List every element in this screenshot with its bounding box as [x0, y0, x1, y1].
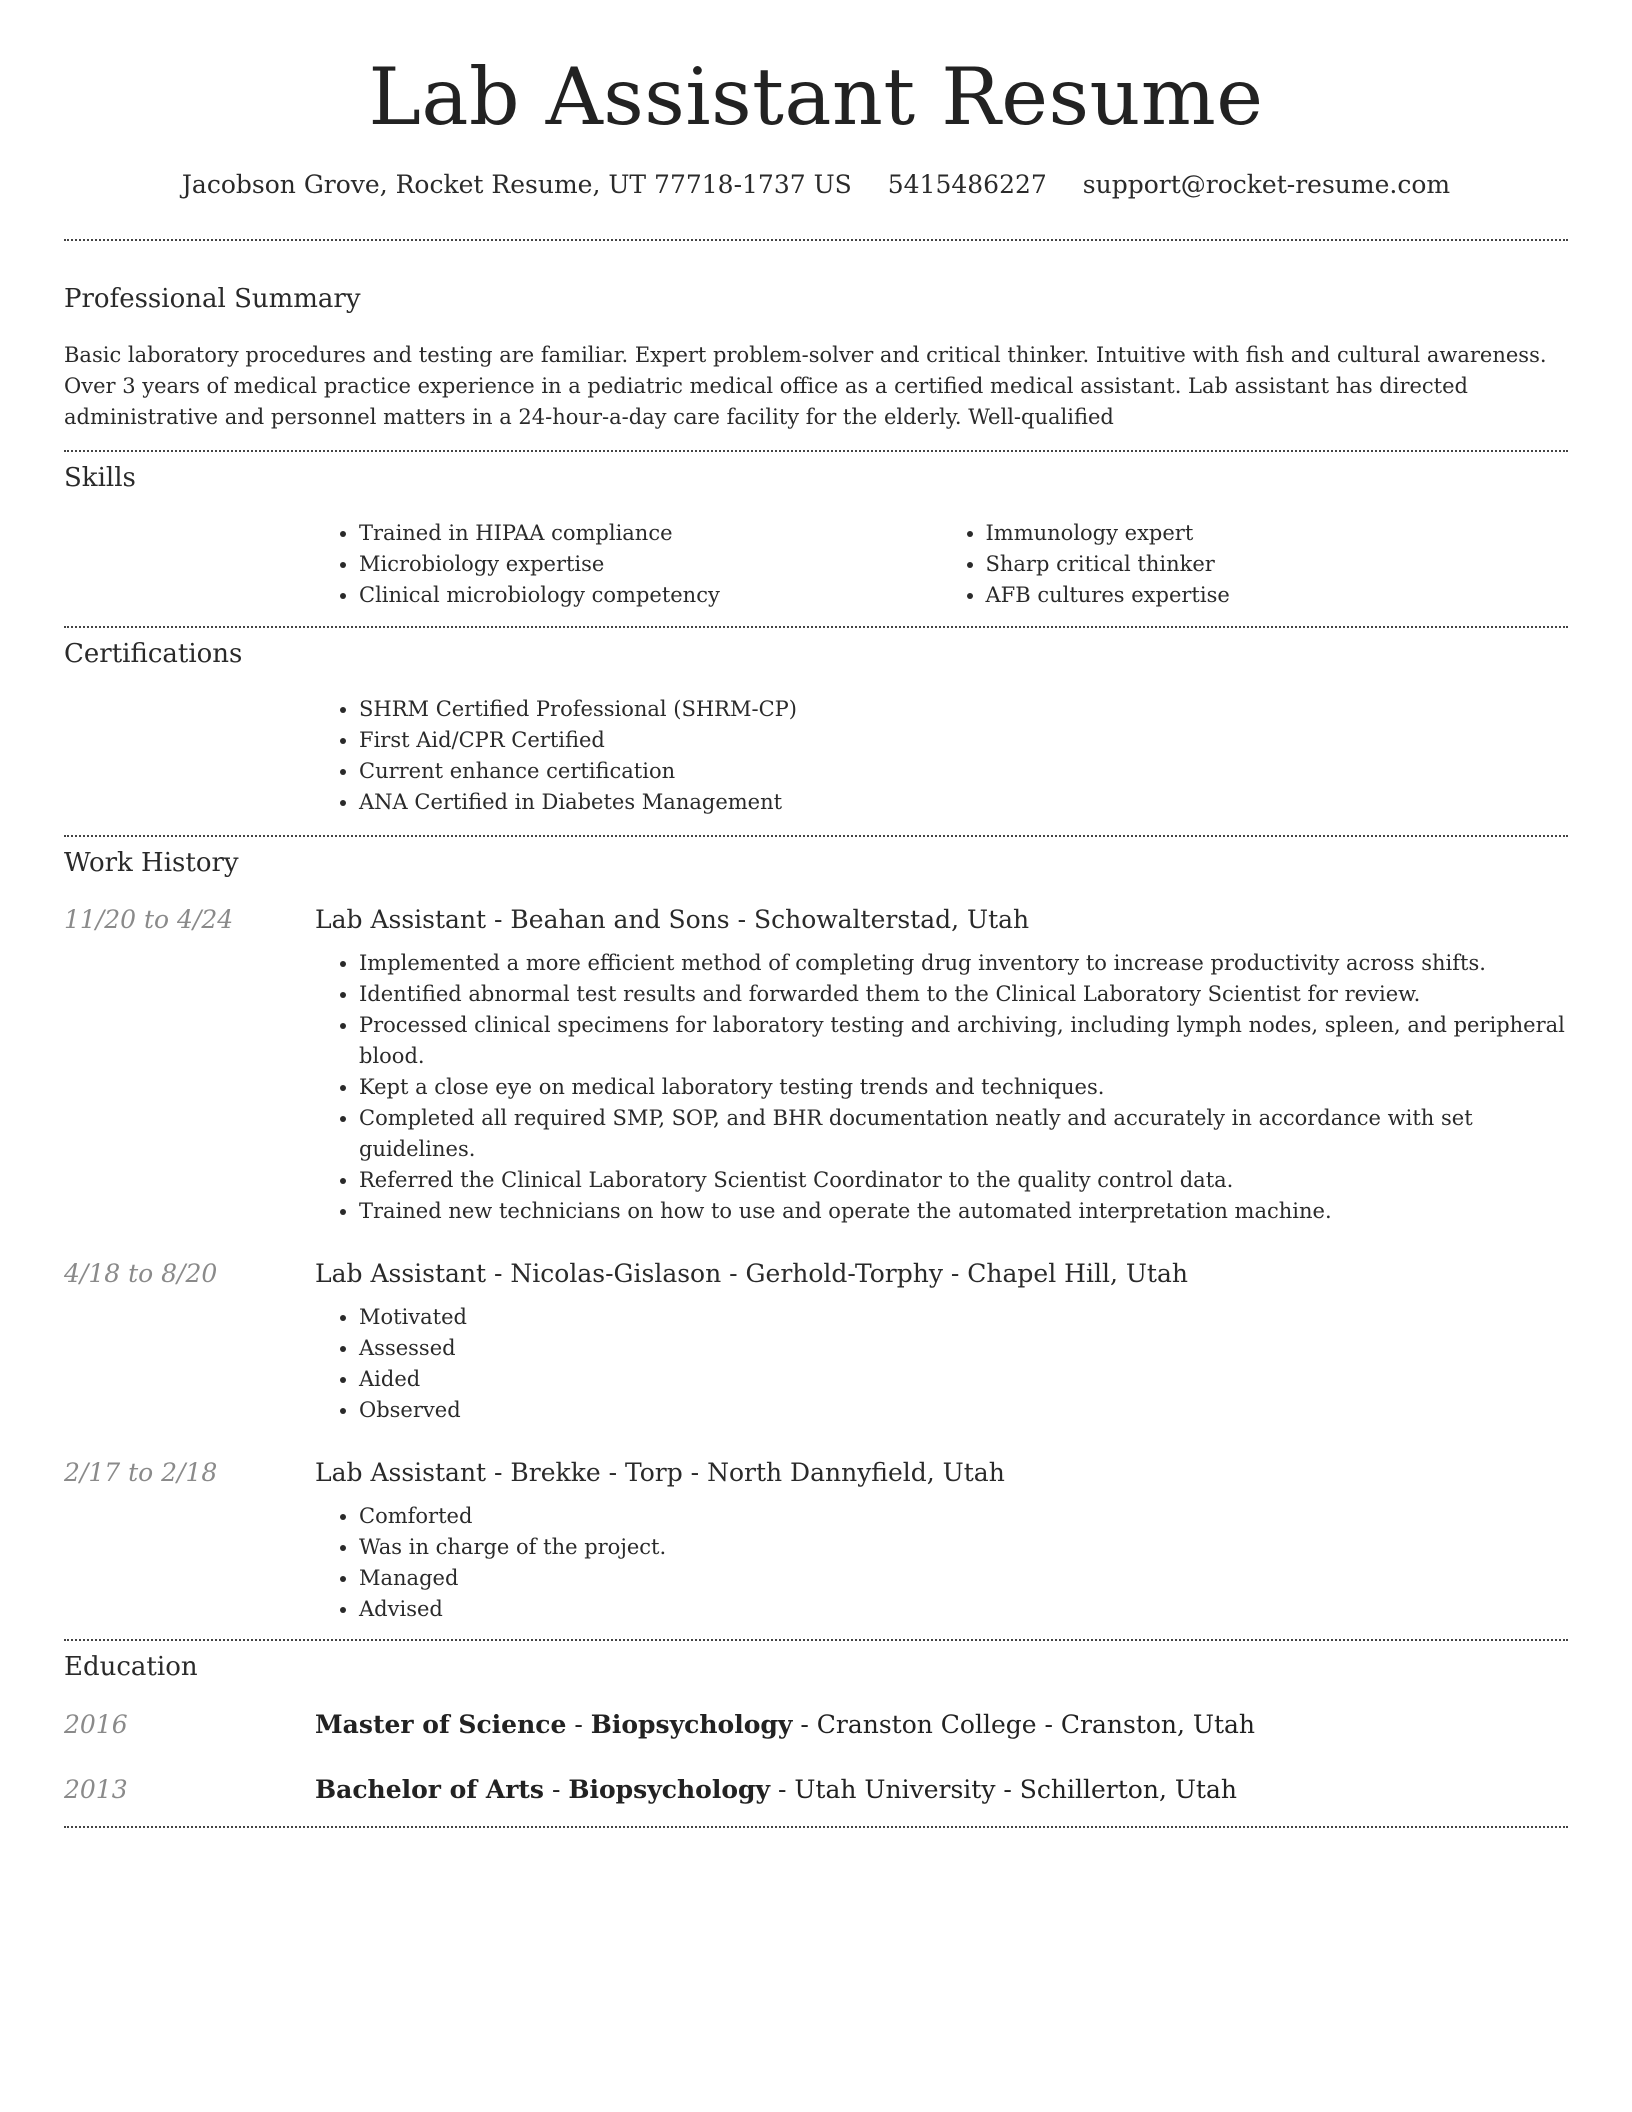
certification-item: • SHRM Certified Professional (SHRM-CP) — [359, 694, 1568, 725]
education-location: Cranston, Utah — [1060, 1710, 1256, 1740]
education-title — [315, 1775, 1237, 1804]
certification-item: • Current enhance certification — [359, 756, 1568, 787]
job-duties — [315, 948, 1568, 1227]
skill-item: • AFB cultures expertise — [986, 580, 1569, 611]
duty-item: • Managed — [359, 1563, 1568, 1594]
duty-item: • Referred the Clinical Laboratory Scientist Coordinator to the quality control data. — [359, 1165, 1568, 1196]
contact-phone: 5415486227 — [887, 169, 1047, 199]
separator: - — [770, 1775, 795, 1805]
certifications-section — [64, 638, 1568, 818]
divider — [64, 626, 1568, 628]
certifications-list — [315, 694, 1568, 818]
separator: - — [995, 1775, 1020, 1805]
skills-columns — [315, 518, 1568, 611]
duty-item: • Identified abnormal test results and forwarded them to the Clinical Laboratory Scientist for review. — [359, 979, 1568, 1010]
separator: - — [792, 1710, 817, 1740]
skill-item: • Microbiology expertise — [359, 549, 942, 580]
duty-item: • Completed all required SMP, SOP, and BHR documentation neatly and accurately in accordance with set guidelines. — [359, 1103, 1568, 1165]
duty-item: • Comforted — [359, 1501, 1568, 1532]
page-title: Lab Assistant Resume — [368, 51, 1264, 143]
skill-item: • Clinical microbiology competency — [359, 580, 942, 611]
contact-line — [64, 169, 1568, 202]
education-title — [315, 1710, 1255, 1739]
duty-item: • Advised — [359, 1594, 1568, 1625]
education-degree: Master of Science — [315, 1710, 567, 1740]
education-location: Schillerton, Utah — [1019, 1775, 1237, 1805]
duty-item: • Aided — [359, 1364, 1568, 1395]
summary-section — [64, 283, 1568, 433]
education-year: 2013 — [64, 1775, 128, 1805]
job-entry — [64, 905, 1568, 1227]
skill-item: • Immunology expert — [986, 518, 1569, 549]
job-dates: 11/20 to 4/24 — [64, 904, 234, 934]
skills-list-left — [315, 518, 942, 611]
job-title: Lab Assistant - Brekke - Torp - North Dannyfield, Utah — [315, 1457, 1005, 1487]
certifications-heading: Certifications — [64, 638, 243, 669]
education-heading: Education — [64, 1651, 198, 1682]
duty-item: • Was in charge of the project. — [359, 1532, 1568, 1563]
divider — [64, 835, 1568, 837]
job-title: Lab Assistant - Beahan and Sons - Schowalterstad, Utah — [315, 904, 1030, 934]
skills-list-right — [942, 518, 1569, 611]
job-dates: 2/17 to 2/18 — [64, 1457, 218, 1487]
education-school: Utah University — [794, 1775, 996, 1805]
job-entry — [64, 1458, 1568, 1625]
duty-item: • Motivated — [359, 1302, 1568, 1333]
certification-item: • First Aid/CPR Certified — [359, 725, 1568, 756]
skills-heading: Skills — [64, 463, 136, 494]
education-field: Biopsychology — [590, 1710, 793, 1740]
education-year: 2016 — [64, 1710, 128, 1740]
duty-item: • Assessed — [359, 1333, 1568, 1364]
education-field: Biopsychology — [568, 1775, 770, 1805]
education-entry — [64, 1775, 1568, 1804]
job-duties — [315, 1302, 1568, 1426]
skills-section — [64, 462, 1568, 611]
job-entry — [64, 1259, 1568, 1426]
divider — [64, 1826, 1568, 1828]
skill-item: • Sharp critical thinker — [986, 549, 1569, 580]
work-history-heading: Work History — [64, 847, 239, 878]
education-school: Cranston College — [816, 1710, 1037, 1740]
duty-item: • Kept a close eye on medical laboratory testing trends and techniques. — [359, 1072, 1568, 1103]
duty-item: • Implemented a more efficient method of completing drug inventory to increase productivity across shifts. — [359, 948, 1568, 979]
separator: - — [566, 1710, 591, 1740]
duty-item: • Observed — [359, 1395, 1568, 1426]
duty-item: • Trained new technicians on how to use and operate the automated interpretation machine. — [359, 1196, 1568, 1227]
separator: - — [544, 1775, 569, 1805]
education-degree: Bachelor of Arts — [315, 1775, 545, 1805]
summary-text: Basic laboratory procedures and testing are familiar. Expert problem-solver and critical thinker. Intuitive with fish and cultural awareness. Over 3 years of medical practice experience in a pediatric medical office as a certified medical assistant. Lab assistant has directed administrative and personnel matters in a 24-hour-a-day care facility for the elderly. Well-qualified — [64, 343, 1547, 430]
divider — [64, 1639, 1568, 1641]
certification-item: • ANA Certified in Diabetes Management — [359, 787, 1568, 818]
education-section — [64, 1651, 1568, 1805]
skill-item: • Trained in HIPAA compliance — [359, 518, 942, 549]
job-title: Lab Assistant - Nicolas-Gislason - Gerhold-Torphy - Chapel Hill, Utah — [315, 1258, 1188, 1288]
divider — [64, 450, 1568, 452]
summary-heading: Professional Summary — [64, 284, 361, 315]
divider — [64, 239, 1568, 241]
work-history-section — [64, 847, 1568, 1625]
education-entry — [64, 1710, 1568, 1739]
job-dates: 4/18 to 8/20 — [64, 1258, 218, 1288]
contact-email: support@rocket-resume.com — [1082, 169, 1451, 199]
separator: - — [1036, 1710, 1061, 1740]
duty-item: • Processed clinical specimens for laboratory testing and archiving, including lymph nodes, spleen, and peripheral blood. — [359, 1010, 1568, 1072]
contact-address: Jacobson Grove, Rocket Resume, UT 77718-1737 US — [181, 169, 852, 199]
job-duties — [315, 1501, 1568, 1625]
